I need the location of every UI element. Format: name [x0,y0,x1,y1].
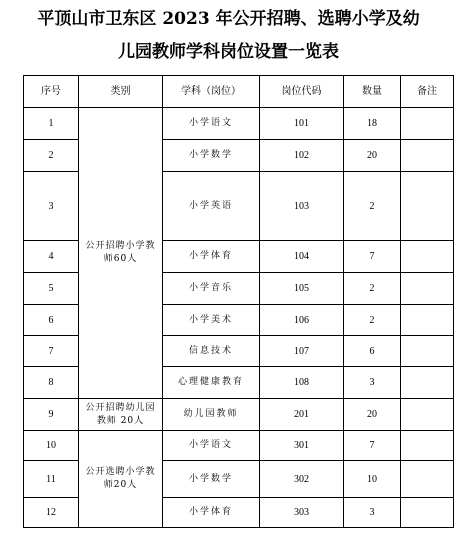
header-serial: 序号 [24,76,79,108]
category-label: 公开招聘小学教师60人 [85,241,156,264]
row-note [401,367,454,399]
row-count: 10 [344,461,401,498]
category-cell [79,399,163,431]
row-code: 104 [260,241,344,273]
table-header-row [24,76,454,108]
row-code: 106 [260,305,344,336]
row-count: 3 [344,367,401,399]
row-note [401,399,454,431]
row-subject: 小学体育 [163,498,260,528]
row-code: 301 [260,431,344,461]
row-code: 102 [260,140,344,172]
row-subject: 小学数学 [163,461,260,498]
header-subject: 学科（岗位） [163,76,260,108]
row-serial: 6 [24,305,79,336]
row-note [401,461,454,498]
category-cell [79,431,163,528]
table-row [24,108,454,140]
row-serial: 9 [24,399,79,431]
row-code: 108 [260,367,344,399]
row-serial: 5 [24,273,79,305]
row-serial: 4 [24,241,79,273]
row-note [401,241,454,273]
row-serial: 12 [24,498,79,528]
positions-table [23,75,454,528]
row-serial: 3 [24,172,79,241]
document-title-line-1: 平顶山市卫东区 2023 年公开招聘、选聘小学及幼 [37,9,420,29]
row-code: 103 [260,172,344,241]
row-subject: 小学体育 [163,241,260,273]
row-serial: 10 [24,431,79,461]
row-subject: 小学音乐 [163,273,260,305]
row-subject: 小学语文 [163,108,260,140]
header-remarks: 备注 [401,76,454,108]
row-count: 7 [344,241,401,273]
row-note [401,305,454,336]
row-subject: 小学语文 [163,431,260,461]
row-serial: 8 [24,367,79,399]
table-row [24,399,454,431]
row-subject: 小学数学 [163,140,260,172]
row-code: 302 [260,461,344,498]
row-count: 2 [344,172,401,241]
row-count: 2 [344,273,401,305]
category-cell [79,108,163,399]
row-note [401,108,454,140]
row-subject: 小学美术 [163,305,260,336]
category-label: 公开选聘小学教师20人 [85,467,156,490]
row-note [401,172,454,241]
row-serial: 11 [24,461,79,498]
header-quantity: 数量 [344,76,401,108]
header-category: 类别 [79,76,163,108]
row-note [401,140,454,172]
row-note [401,336,454,367]
row-subject: 心理健康教育 [163,367,260,399]
row-count: 20 [344,399,401,431]
row-subject: 小学英语 [163,172,260,241]
row-code: 101 [260,108,344,140]
row-count: 18 [344,108,401,140]
row-note [401,273,454,305]
row-code: 105 [260,273,344,305]
header-position-code: 岗位代码 [260,76,344,108]
row-serial: 2 [24,140,79,172]
category-label: 公开招聘幼儿园教师 20人 [85,402,156,426]
row-count: 7 [344,431,401,461]
document-title-line-2: 儿园教师学科岗位设置一览表 [118,42,339,62]
row-note [401,431,454,461]
row-serial: 1 [24,108,79,140]
row-serial: 7 [24,336,79,367]
row-subject: 幼儿园教师 [163,399,260,431]
row-code: 201 [260,399,344,431]
row-count: 20 [344,140,401,172]
row-code: 303 [260,498,344,528]
row-note [401,498,454,528]
row-count: 3 [344,498,401,528]
table-row [24,431,454,461]
row-code: 107 [260,336,344,367]
row-count: 2 [344,305,401,336]
row-count: 6 [344,336,401,367]
row-subject: 信息技术 [163,336,260,367]
